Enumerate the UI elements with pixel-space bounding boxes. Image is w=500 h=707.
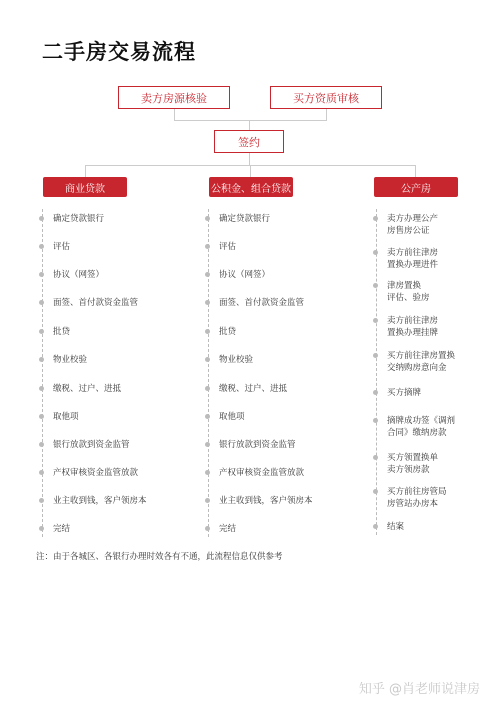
step-dot: [39, 216, 44, 221]
step-dot: [39, 414, 44, 419]
step-label: 物业校验: [219, 355, 254, 365]
step-dot: [205, 470, 210, 475]
step-label: 协议（网签）: [219, 270, 271, 280]
step-label: [387, 452, 438, 476]
step-label: 业主收到钱，客户领房本: [53, 496, 147, 506]
step-dot: [205, 526, 210, 531]
step-dot: [205, 442, 210, 447]
connector-branch-mid: [250, 165, 251, 177]
timeline-line: [42, 209, 43, 537]
column-header-provident-fund-loan: 公积金、组合贷款: [209, 177, 293, 197]
step-dot: [205, 386, 210, 391]
step-dot: [205, 498, 210, 503]
timeline-line: [376, 209, 377, 535]
step-label: 取他项: [219, 412, 245, 422]
step-label: 取他项: [53, 412, 79, 422]
step-label: 协议（网签）: [53, 270, 105, 280]
step-dot: [373, 524, 378, 529]
step-dot: [39, 526, 44, 531]
step-label: [387, 521, 404, 533]
step-label-line: 卖方办理公产: [387, 214, 439, 224]
step-label: 产权审核资金监管放款: [53, 468, 139, 478]
step-label-line: 置换办理挂牌: [387, 328, 439, 338]
step-label-line: 合同》缴纳房款: [387, 428, 447, 438]
step-dot: [373, 390, 378, 395]
step-dot: [373, 455, 378, 460]
step-dot: [373, 318, 378, 323]
connector-to-sign: [249, 120, 250, 130]
step-label: 完结: [219, 524, 237, 534]
page-title: 二手房交易流程: [42, 40, 196, 64]
step-label-line: 买方前往津房置换: [387, 351, 456, 361]
step-dot: [205, 300, 210, 305]
step-label: [387, 280, 430, 304]
step-label-line: 摘牌成功签《调剂: [387, 416, 456, 426]
connector-branch-left: [85, 165, 86, 177]
connector-branch-right: [415, 165, 416, 177]
step-dot: [373, 250, 378, 255]
step-label: 确定贷款银行: [219, 214, 271, 224]
step-label: 评估: [53, 242, 71, 252]
sign-contract-box: 签约: [214, 130, 284, 153]
step-dot: [373, 283, 378, 288]
step-label-line: 卖方前往津房: [387, 248, 439, 258]
step-label: 面签、首付款资金监管: [219, 298, 305, 308]
step-dot: [205, 414, 210, 419]
column-header-commercial-loan: 商业贷款: [43, 177, 127, 197]
step-dot: [39, 470, 44, 475]
step-dot: [39, 498, 44, 503]
step-label-line: 买方前往房管局: [387, 487, 447, 497]
step-label: [387, 486, 447, 510]
step-label: 评估: [219, 242, 237, 252]
step-dot: [39, 357, 44, 362]
step-dot: [205, 357, 210, 362]
connector-seller-down: [174, 109, 175, 120]
step-label-line: 买方摘牌: [387, 388, 422, 398]
step-label: 银行放款到资金监管: [219, 440, 296, 450]
step-label: [387, 315, 438, 339]
step-label: 批贷: [53, 327, 71, 337]
step-label: 完结: [53, 524, 71, 534]
step-label-line: 置换办理进件: [387, 260, 439, 270]
step-dot: [373, 353, 378, 358]
step-label: 面签、首付款资金监管: [53, 298, 139, 308]
connector-buyer-down: [326, 109, 327, 120]
step-label-line: 房售房公证: [387, 226, 430, 236]
step-label: 物业校验: [53, 355, 88, 365]
step-label-line: 买方领置换单: [387, 453, 439, 463]
seller-verification-box: 卖方房源核验: [118, 86, 230, 109]
step-dot: [39, 244, 44, 249]
step-label: 确定贷款银行: [53, 214, 105, 224]
step-dot: [39, 329, 44, 334]
step-dot: [39, 442, 44, 447]
step-label: 银行放款到资金监管: [53, 440, 130, 450]
step-dot: [39, 386, 44, 391]
step-label-line: 交纳购房意向金: [387, 363, 447, 373]
timeline-line: [208, 209, 209, 537]
step-dot: [205, 244, 210, 249]
step-label: 批贷: [219, 327, 237, 337]
step-dot: [373, 489, 378, 494]
footnote: 注：由于各城区、各银行办理时效各有不通，此流程信息仅供参考: [36, 552, 283, 562]
step-label: 产权审核资金监管放款: [219, 468, 305, 478]
step-dot: [373, 418, 378, 423]
step-label-line: 卖方前往津房: [387, 316, 439, 326]
step-dot: [205, 272, 210, 277]
step-label-line: 评估、验房: [387, 293, 430, 303]
step-label: [387, 247, 438, 271]
step-dot: [205, 216, 210, 221]
step-dot: [205, 329, 210, 334]
step-label: 缴税、过户、进抵: [219, 384, 288, 394]
step-label-line: 津房置换: [387, 281, 422, 291]
step-dot: [39, 300, 44, 305]
watermark: 知乎 @肖老师说津房: [358, 682, 480, 697]
step-label: [387, 415, 455, 439]
step-label-line: 房管站办房本: [387, 499, 439, 509]
connector-sign-down: [249, 153, 250, 165]
buyer-qualification-box: 买方资质审核: [270, 86, 382, 109]
step-label-line: 卖方领房款: [387, 465, 430, 475]
step-label: [387, 387, 421, 399]
column-header-public-housing: 公产房: [374, 177, 458, 197]
connector-top-horizontal: [174, 120, 327, 121]
step-label: [387, 350, 455, 374]
step-label-line: 结案: [387, 522, 405, 532]
step-dot: [39, 272, 44, 277]
step-label: [387, 213, 438, 237]
step-dot: [373, 216, 378, 221]
step-label: 缴税、过户、进抵: [53, 384, 122, 394]
step-label: 业主收到钱，客户领房本: [219, 496, 313, 506]
